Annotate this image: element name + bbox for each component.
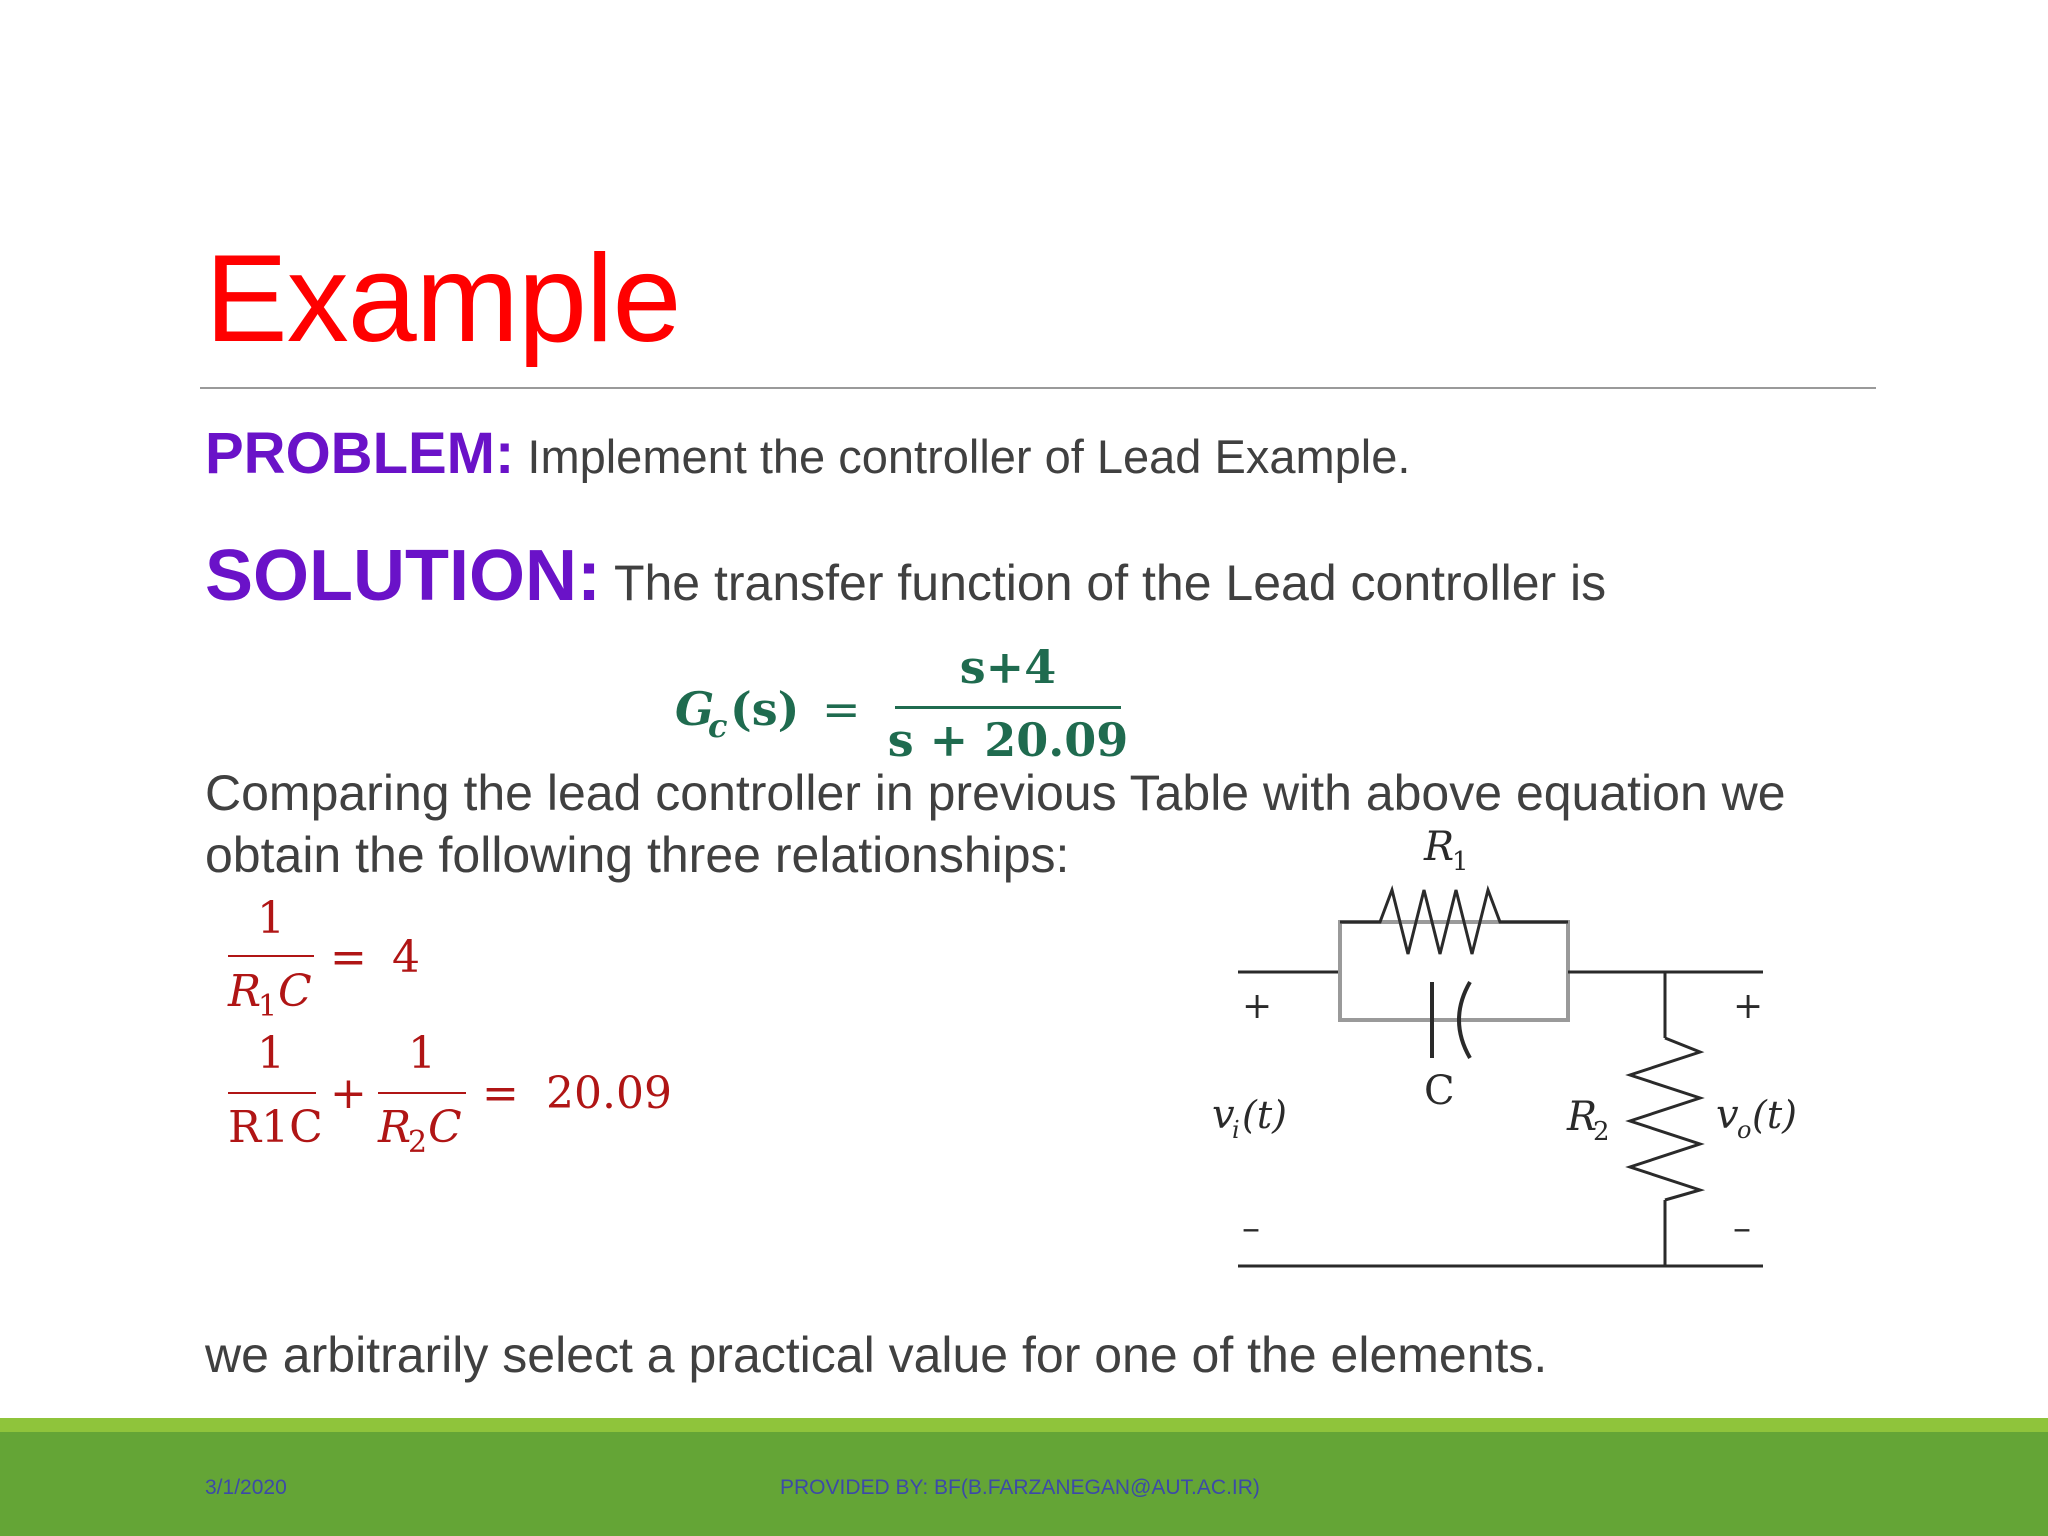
rel1-fraction-bar	[228, 955, 314, 957]
problem-text: Implement the controller of Lead Example.	[514, 430, 1411, 483]
footer-credit: PROVIDED BY: BF(B.FARZANEGAN@AUT.AC.IR)	[780, 1476, 1260, 1499]
label-out-minus: –	[1733, 1208, 1751, 1249]
relation-2	[228, 1028, 672, 1160]
tf-lhs-sub: c	[708, 707, 728, 745]
rel2-den2-c: C	[428, 1102, 462, 1153]
rel2-equals: =	[482, 1068, 519, 1119]
rel2-den2-r: R	[378, 1102, 412, 1153]
tf-fraction-bar	[895, 706, 1121, 709]
tf-denominator: s + 20.09	[887, 713, 1129, 767]
solution-label: SOLUTION:	[205, 536, 601, 616]
rel1-den-c: C	[278, 966, 312, 1017]
label-vin-arg: (t)	[1242, 1093, 1287, 1137]
rel2-den1: R1C	[228, 1102, 323, 1153]
label-r2-sub: 2	[1593, 1117, 1610, 1147]
rel2-fraction-bar-1	[228, 1092, 316, 1094]
rel1-den-r: R	[228, 966, 262, 1017]
footer-date: 3/1/2020	[205, 1476, 287, 1499]
final-paragraph: we arbitrarily select a practical value for one of the elements.	[205, 1327, 1548, 1383]
rel1-numerator: 1	[257, 893, 285, 944]
rel1-den-sub: 1	[258, 989, 278, 1024]
tf-equals: =	[822, 682, 861, 736]
relation-1	[227, 893, 420, 1024]
label-c: C	[1424, 1068, 1455, 1114]
comparison-paragraph: Comparing the lead controller in previous Table with above equation we obtain the following three relationships:	[205, 765, 1786, 883]
tf-lhs-g: G	[675, 682, 715, 736]
rel2-num2: 1	[408, 1028, 436, 1079]
rel2-num1: 1	[257, 1028, 285, 1079]
label-vin-sub: i	[1232, 1116, 1240, 1144]
rel2-den2-sub: 2	[408, 1125, 428, 1160]
parallel-rc-frame	[1340, 922, 1568, 1020]
rel2-plus: +	[330, 1068, 367, 1119]
tf-lhs-arg: (s)	[730, 682, 800, 736]
label-r1: R	[1424, 824, 1455, 870]
circuit-labels	[1212, 824, 1797, 1249]
resistor-r2	[1630, 1038, 1700, 1200]
problem-label: PROBLEM:	[205, 421, 515, 486]
label-vout-sub: o	[1737, 1116, 1752, 1144]
rel1-equals: =	[330, 932, 367, 983]
label-vout-arg: (t)	[1752, 1093, 1797, 1137]
footer-accent-bar	[0, 1418, 2048, 1432]
rel1-value: 4	[392, 932, 420, 983]
slide-title: Example	[205, 230, 681, 368]
rel2-value: 20.09	[546, 1068, 672, 1119]
label-vout: v	[1716, 1092, 1739, 1138]
rel2-fraction-bar-2	[378, 1092, 466, 1094]
solution-text: The transfer function of the Lead controller is	[600, 555, 1607, 611]
transfer-function	[675, 640, 1128, 767]
label-r2: R	[1567, 1094, 1598, 1140]
label-r1-sub: 1	[1452, 847, 1469, 877]
label-in-plus: +	[1242, 986, 1273, 1027]
label-out-plus: +	[1733, 986, 1764, 1027]
label-vin: v	[1212, 1092, 1235, 1138]
circuit-diagram	[1238, 890, 1763, 1266]
label-in-minus: –	[1242, 1208, 1260, 1249]
tf-numerator: s+4	[959, 640, 1057, 694]
